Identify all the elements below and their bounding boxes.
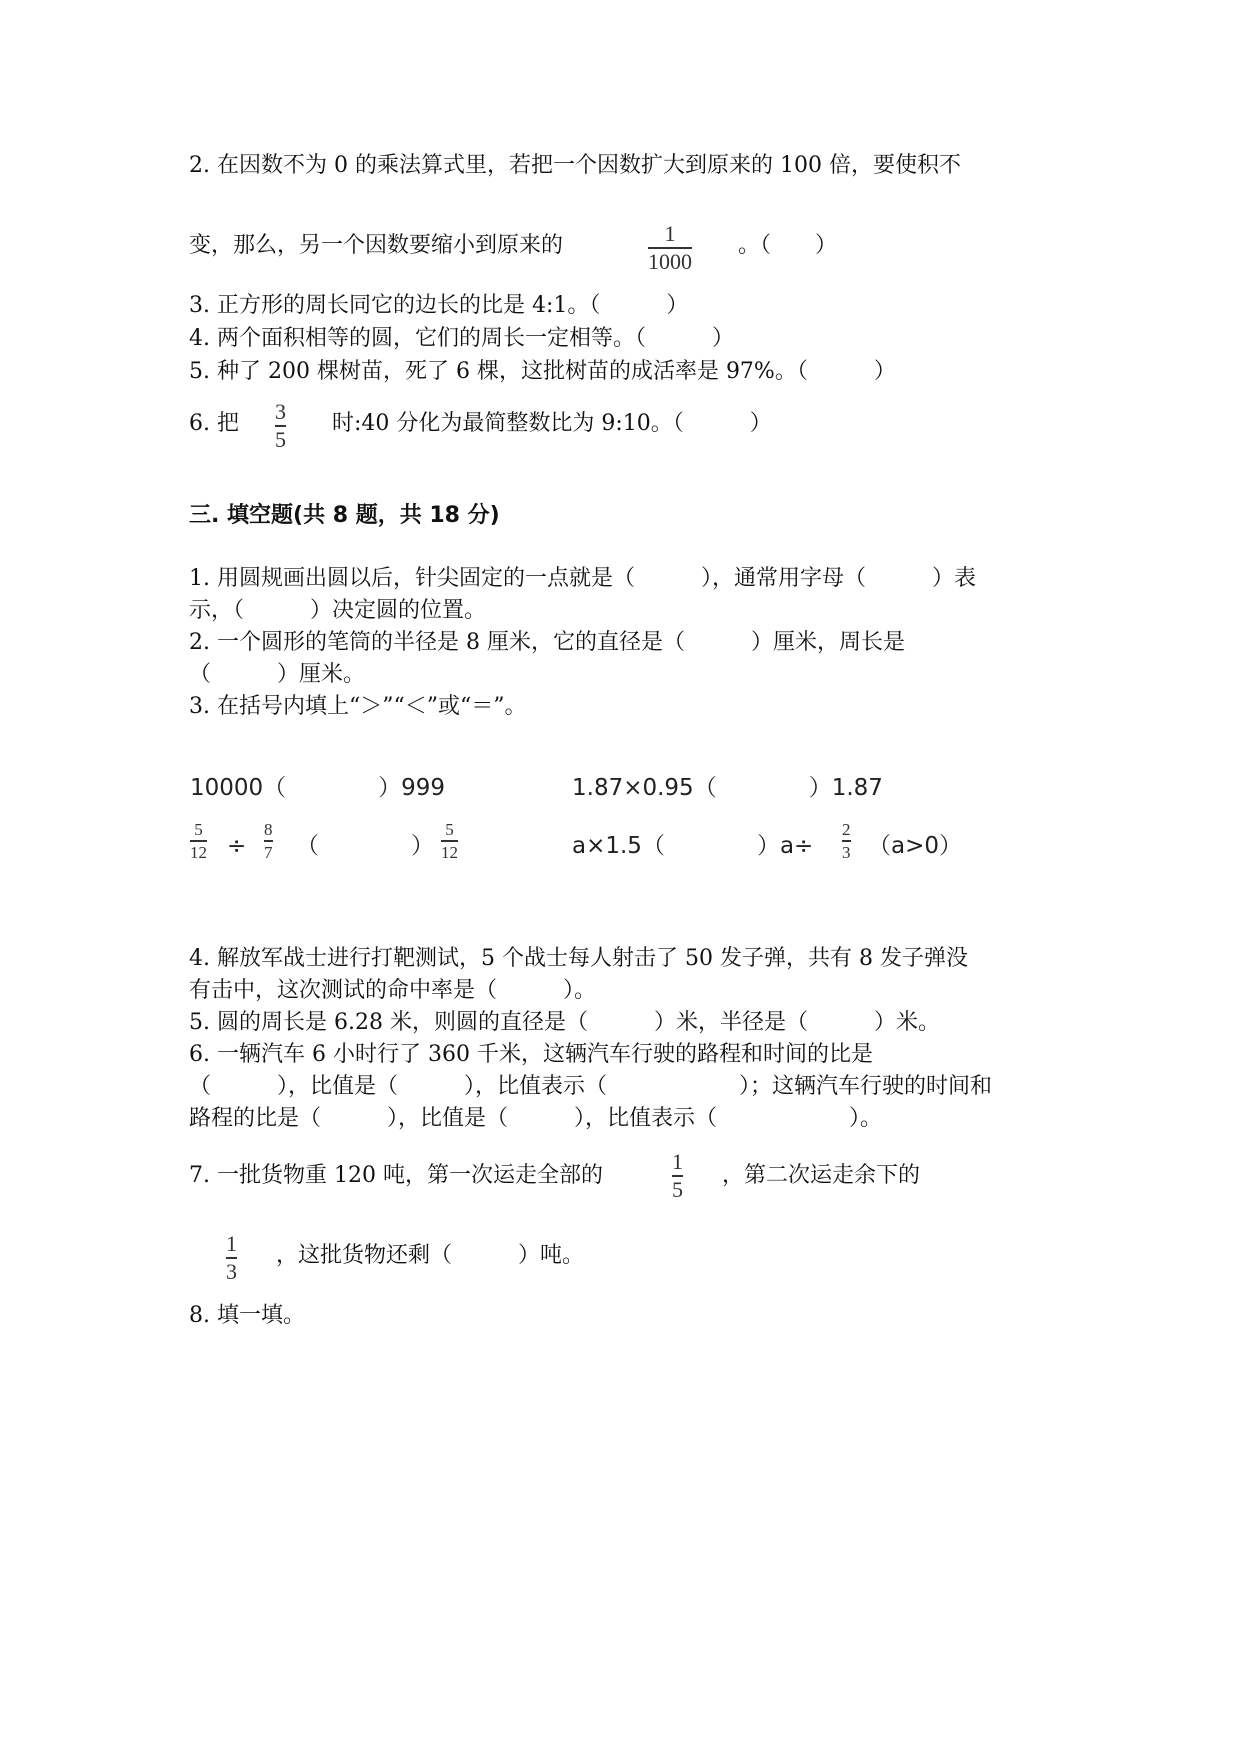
judge-q3: 3. 正方形的周长同它的边长的比是 4:1。（ ） — [189, 293, 689, 318]
judge-q6-pre: 6. 把 — [189, 411, 239, 436]
judge-q2-text-pre: 变，那么，另一个因数要缩小到原来的 — [189, 233, 564, 258]
fraction-numerator: 1 — [672, 1149, 683, 1174]
fraction-5-12 — [441, 820, 458, 862]
fill-q6-line3: 路程的比是（ ），比值是（ ），比值表示（ ）。 — [189, 1106, 883, 1131]
fraction-denominator: 3 — [226, 1258, 237, 1284]
fraction-numerator: 1 — [226, 1231, 237, 1256]
fill-q1-line1: 1. 用圆规画出圆以后，针尖固定的一点就是（ ），通常用字母（ ）表 — [189, 566, 976, 591]
fraction-bar — [190, 840, 207, 842]
fill-q5: 5. 圆的周长是 6.28 米，则圆的直径是（ ）米，半径是（ ）米。 — [189, 1010, 940, 1035]
fraction-numerator: 8 — [264, 820, 273, 839]
fraction-denominator: 5 — [672, 1176, 683, 1202]
compare-paren-c: （ ） — [296, 833, 434, 859]
fraction-numerator: 1 — [664, 221, 676, 246]
fraction-numerator: 3 — [275, 399, 286, 424]
judge-q5: 5. 种了 200 棵树苗，死了 6 棵，这批树苗的成活率是 97%。（ ） — [189, 359, 896, 384]
fraction-denominator: 7 — [264, 842, 273, 862]
fill-q2-line2: （ ）厘米。 — [189, 662, 366, 687]
compare-item-d-post: （a>0） — [868, 833, 962, 859]
fill-q4-line1: 4. 解放军战士进行打靶测试，5 个战士每人射击了 50 发子弹，共有 8 发子弹没 — [189, 946, 968, 971]
fraction-numerator: 5 — [445, 820, 454, 839]
compare-item-b: 1.87×0.95（ ）1.87 — [572, 775, 883, 801]
fill-q8: 8. 填一填。 — [189, 1303, 305, 1328]
fraction-1-5 — [672, 1150, 683, 1202]
fraction-1-1000 — [648, 222, 692, 274]
compare-item-a: 10000（ ）999 — [190, 775, 446, 801]
fraction-5-12 — [190, 820, 207, 862]
fraction-3-5 — [275, 400, 286, 452]
fraction-8-7 — [264, 820, 273, 862]
fill-q3: 3. 在括号内填上“＞”“＜”或“＝”。 — [189, 694, 527, 719]
fraction-1-3 — [226, 1232, 237, 1284]
fraction-denominator: 12 — [190, 842, 207, 862]
compare-item-d-pre: a×1.5（ ）a÷ — [572, 833, 814, 859]
judge-q4: 4. 两个面积相等的圆，它们的周长一定相等。（ ） — [189, 326, 734, 351]
judge-q2-text-post: 。（ ） — [738, 233, 838, 258]
fraction-bar — [441, 840, 458, 842]
judge-q2-line1: 2. 在因数不为 0 的乘法算式里，若把一个因数扩大到原来的 100 倍，要使积不 — [189, 153, 961, 178]
fraction-bar — [264, 840, 273, 842]
fraction-denominator: 12 — [441, 842, 458, 862]
fill-q2-line1: 2. 一个圆形的笔筒的半径是 8 厘米，它的直径是（ ）厘米，周长是 — [189, 630, 905, 655]
judge-q2-line2 — [189, 230, 563, 262]
fill-q7-line1-post: ，第二次运走余下的 — [722, 1163, 921, 1188]
fraction-denominator: 5 — [275, 426, 286, 452]
fraction-numerator: 2 — [842, 820, 851, 839]
fill-q1-line2: 示，（ ）决定圆的位置。 — [189, 598, 487, 623]
fill-q7-line1-pre: 7. 一批货物重 120 吨，第一次运走全部的 — [189, 1163, 603, 1188]
fill-q4-line2: 有击中，这次测试的命中率是（ ）。 — [189, 978, 597, 1003]
fraction-denominator: 3 — [842, 842, 851, 862]
fill-q6-line2: （ ），比值是（ ），比值表示（ ）；这辆汽车行驶的时间和 — [189, 1074, 993, 1099]
fraction-numerator: 5 — [194, 820, 203, 839]
fill-q7-line2: ，这批货物还剩（ ）吨。 — [276, 1243, 585, 1268]
fraction-2-3 — [842, 820, 851, 862]
section-heading: 三. 填空题(共 8 题，共 18 分) — [189, 503, 500, 528]
judge-q6-post: 时:40 分化为最简整数比为 9:10。（ ） — [332, 411, 772, 436]
fraction-denominator: 1000 — [648, 248, 692, 274]
divide-operator: ÷ — [227, 833, 247, 859]
fraction-bar — [842, 840, 851, 842]
fill-q6-line1: 6. 一辆汽车 6 小时行了 360 千米，这辆汽车行驶的路程和时间的比是 — [189, 1042, 873, 1067]
